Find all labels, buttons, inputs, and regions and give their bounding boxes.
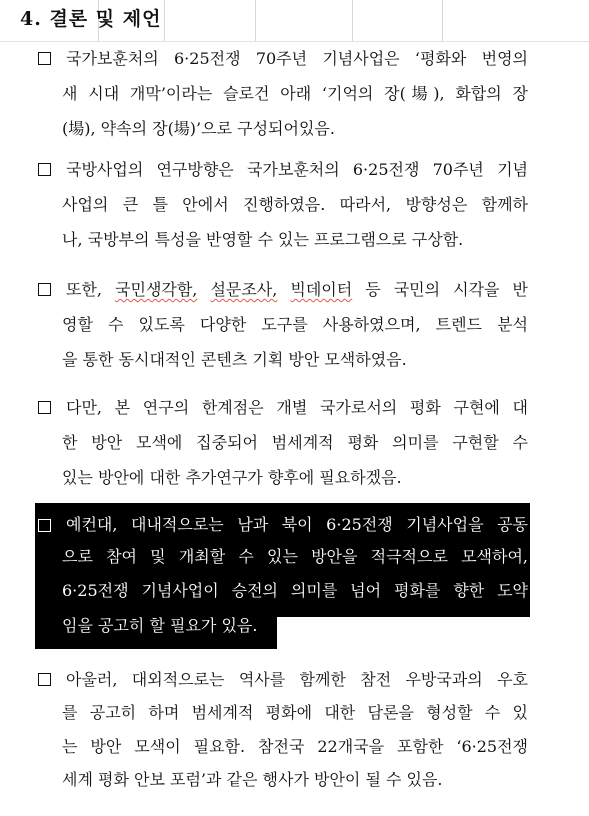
text-run: [277, 280, 290, 299]
page-grid-line: [352, 0, 353, 42]
page-grid-line: [255, 0, 256, 42]
paragraph-line: 새 시대 개막’이라는 슬로건 아래 ‘기억의 장(場), 화합의 장: [62, 84, 528, 103]
paragraph-line: 예컨대, 대내적으로는 남과 북이 6·25전쟁 기념사업을 공동: [66, 515, 528, 534]
checkbox-bullet-icon: [38, 401, 51, 414]
paragraph-line: 다만, 본 연구의 한계점은 개별 국가로서의 평화 구현에 대: [66, 398, 528, 417]
text-run: 등 국민의 시각을 반: [352, 280, 528, 299]
text-run: 또한,: [66, 280, 116, 299]
paragraph-line: 있는 방안에 대한 추가연구가 향후에 필요하겠음.: [62, 468, 402, 487]
checkbox-bullet-icon: [38, 52, 51, 65]
paragraph-line: 을 통한 동시대적인 콘텐츠 기획 방안 모색하였음.: [62, 350, 407, 369]
paragraph-line: 한 방안 모색에 집중되어 범세계적 평화 의미를 구현할 수: [62, 433, 528, 452]
checkbox-bullet-icon: [38, 283, 51, 296]
paragraph-line: 6·25전쟁 기념사업이 승전의 의미를 넘어 평화를 향한 도약: [62, 581, 528, 600]
selection-end-mask: [277, 617, 530, 649]
section-heading: 4. 결론 및 제언: [20, 8, 162, 30]
paragraph-line: 는 방안 모색이 필요함. 참전국 22개국을 포함한 ‘6·25전쟁: [62, 737, 528, 756]
spellcheck-underline: 설문조사,: [210, 280, 278, 299]
paragraph-line: [66, 280, 528, 300]
checkbox-bullet-icon: [38, 673, 51, 686]
paragraph-line: 국방사업의 연구방향은 국가보훈처의 6·25전쟁 70주년 기념: [66, 160, 528, 179]
text-run: [197, 280, 210, 299]
page-grid-line: [442, 0, 443, 42]
checkbox-bullet-icon: [38, 163, 51, 176]
checkbox-bullet-icon: [38, 519, 51, 532]
paragraph-line: 영할 수 있도록 다양한 도구를 사용하였으며, 트렌드 분석: [62, 315, 528, 334]
spellcheck-underline: 국민생각함,: [115, 280, 198, 299]
paragraph-line: 으로 참여 및 개최할 수 있는 방안을 적극적으로 모색하여,: [62, 547, 528, 566]
paragraph-line: 를 공고히 하며 범세계적 평화에 대한 담론을 형성할 수 있: [62, 703, 528, 722]
page-grid-line: [164, 0, 165, 42]
paragraph-line: (場), 약속의 장(場)’으로 구성되어있음.: [62, 119, 335, 138]
paragraph-line: 사업의 큰 틀 안에서 진행하였음. 따라서, 방향성은 함께하: [62, 195, 528, 214]
paragraph-line: 임을 공고히 할 필요가 있음.: [62, 616, 258, 635]
page-grid-line: [0, 41, 589, 42]
spellcheck-underline: 빅데이터: [290, 280, 353, 299]
paragraph-line: 아울러, 대외적으로는 역사를 함께한 참전 우방국과의 우호: [66, 670, 528, 689]
paragraph-line: 나, 국방부의 특성을 반영할 수 있는 프로그램으로 구상함.: [62, 230, 464, 249]
paragraph-line: 국가보훈처의 6·25전쟁 70주년 기념사업은 ‘평화와 번영의: [66, 49, 528, 68]
paragraph-line: 세계 평화 안보 포럼’과 같은 행사가 방안이 될 수 있음.: [62, 770, 443, 789]
